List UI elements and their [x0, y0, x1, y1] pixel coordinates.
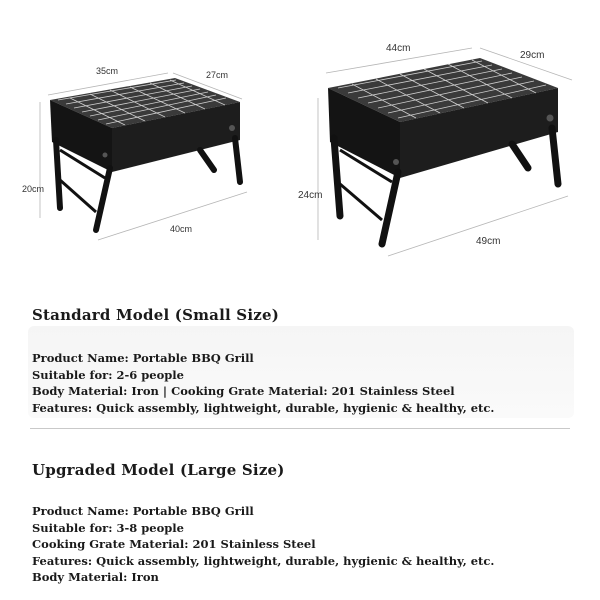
upgraded-model-section: [32, 461, 494, 586]
standard-spec-line: Product Name: Portable BBQ Grill: [32, 351, 254, 365]
upgraded-spec-line: Product Name: Portable BBQ Grill: [32, 504, 254, 518]
large-height-label: 24cm: [298, 190, 323, 201]
upgraded-spec-line: Features: Quick assembly, lightweight, durable, hygienic & healthy, etc.: [32, 553, 495, 568]
upgraded-spec-line: Cooking Grate Material: 201 Stainless Steel: [32, 537, 316, 551]
large-grill-image: [300, 0, 600, 280]
small-width-label: 27cm: [206, 70, 229, 80]
small-height-label: 20cm: [22, 184, 45, 194]
section-divider: [30, 428, 570, 429]
large-width-label: 29cm: [520, 50, 545, 61]
standard-spec-line: Body Material: Iron | Cooking Grate Material: 201 Stainless Steel: [32, 384, 455, 398]
standard-model-section: [32, 306, 494, 416]
small-total-label: 40cm: [170, 224, 193, 234]
standard-spec-line: Features: Quick assembly, lightweight, durable, hygienic & healthy, etc.: [32, 400, 495, 415]
upgraded-spec-line: Suitable for: 3-8 people: [32, 520, 184, 535]
standard-model-title: Standard Model (Small Size): [32, 306, 279, 324]
large-total-label: 49cm: [476, 236, 501, 247]
standard-spec-line: Suitable for: 2-6 people: [32, 367, 184, 382]
small-grill-image: [0, 0, 300, 280]
upgraded-model-title: Upgraded Model (Large Size): [32, 461, 285, 479]
product-images: [0, 0, 600, 280]
large-length-label: 44cm: [386, 43, 411, 54]
small-length-label: 35cm: [96, 66, 119, 76]
upgraded-spec-line: Body Material: Iron: [32, 570, 159, 584]
